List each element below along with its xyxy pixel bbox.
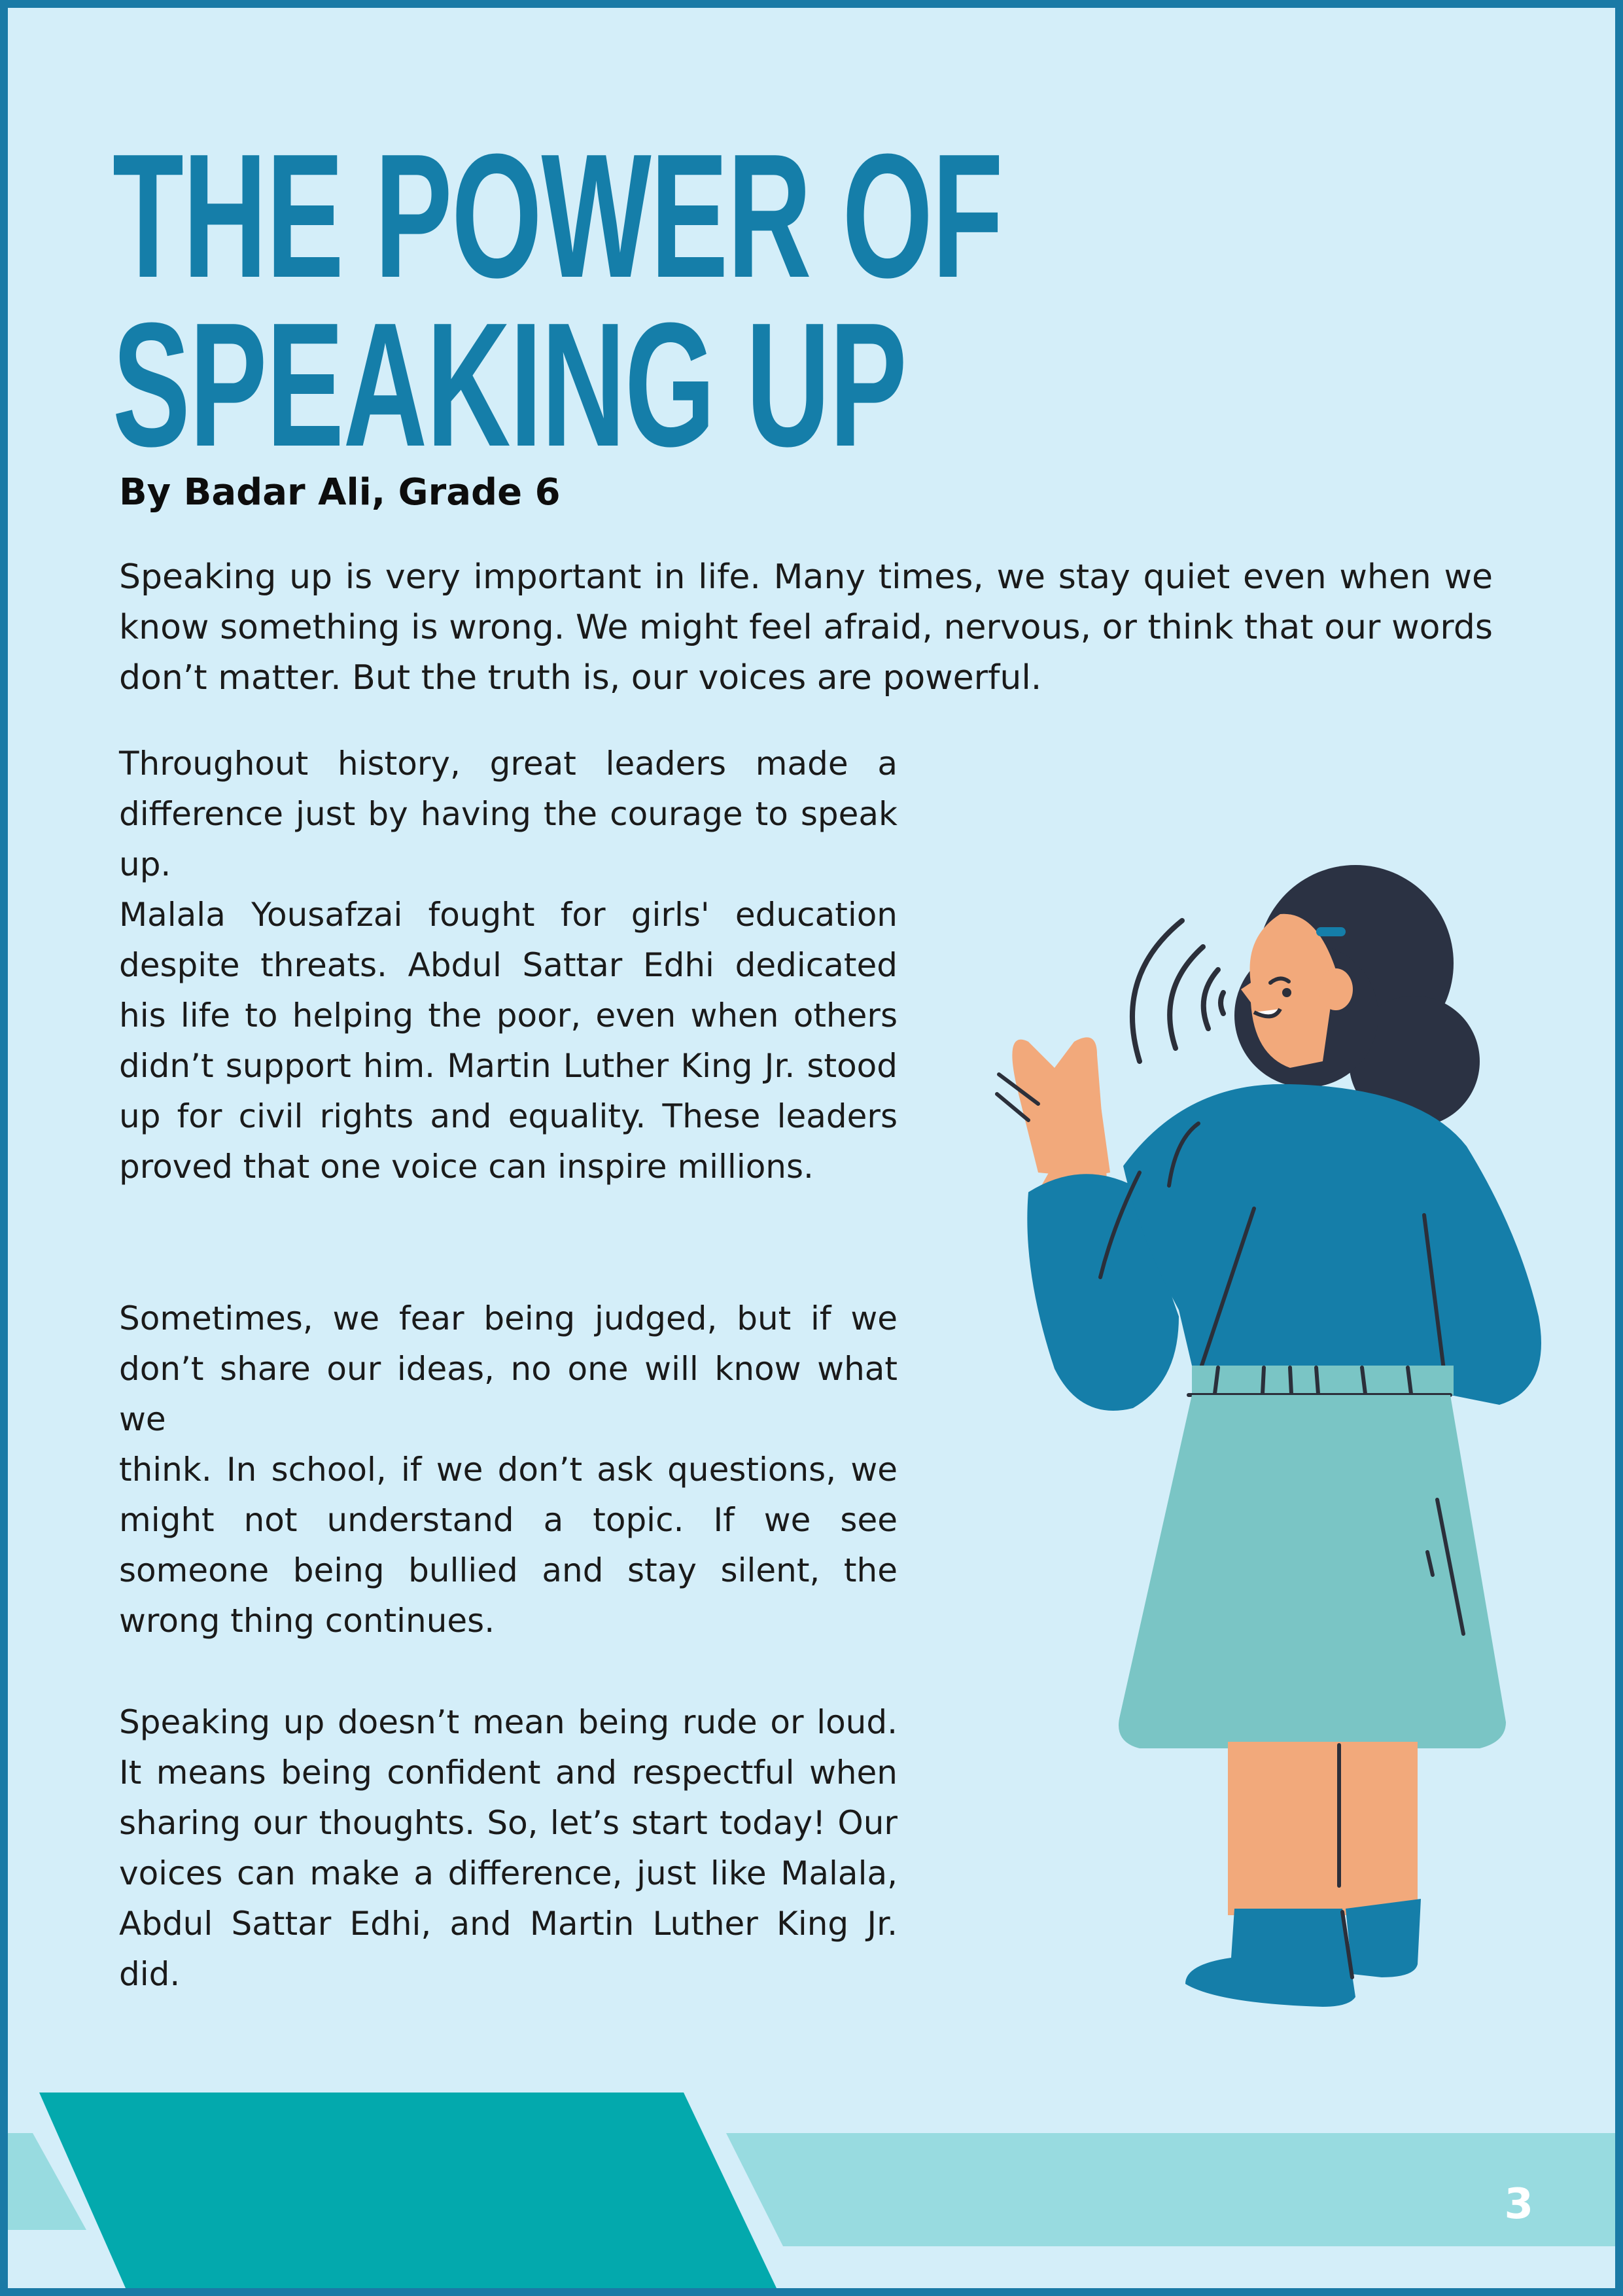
paragraph-1-part-b: Malala Yousafzai fought for girls' education despite threats. Abdul Sattar Edhi dedicated his life to helping the poor, even when others didn’t support him. Martin Luther King Jr. stood up for civil rights and equality. These leaders proved that one voice can inspire millions. — [119, 896, 898, 1186]
waistband — [1192, 1366, 1454, 1395]
byline: By Badar Ali, Grade 6 — [119, 471, 561, 514]
left-shoe — [1185, 1909, 1355, 2007]
body-paragraph-2 — [119, 1294, 898, 1646]
footer-band — [39, 2093, 777, 2288]
body-paragraph-1 — [119, 739, 898, 1192]
article-title — [113, 118, 1003, 484]
paragraph-1-part-a: Throughout history, great leaders made a difference just by having the courage to speak up. — [119, 745, 898, 883]
footer-decoration — [8, 2092, 1623, 2288]
skirt — [1119, 1395, 1506, 1748]
paragraph-2-part-a: Sometimes, we fear being judged, but if we don’t share our ideas, no one will know what we — [119, 1299, 898, 1438]
sweater — [1123, 1084, 1541, 1405]
intro-paragraph: Speaking up is very important in life. Many times, we stay quiet even when we know something is wrong. We might feel afraid, nervous, or think that our words don’t matter. But the truth is, our voices are powerful. — [119, 557, 1493, 698]
legs — [1228, 1742, 1418, 1915]
footer-stripe-right — [726, 2133, 1623, 2246]
title-line-1: THE POWER OF — [113, 118, 1003, 315]
sound-waves-icon — [1132, 921, 1223, 1061]
right-shoe — [1346, 1899, 1421, 1977]
speaking-girl-illustration — [983, 865, 1558, 2010]
page-number: 3 — [1504, 2180, 1533, 2229]
raised-hand — [1012, 1037, 1107, 1179]
title-line-2: SPEAKING UP — [113, 287, 907, 484]
paragraph-2-part-b: think. In school, if we don’t ask questions, we might not understand a topic. If we see someone being bullied and stay silent, the wrong thing continues. — [119, 1451, 898, 1640]
body-paragraph-3: Speaking up doesn’t mean being rude or loud. It means being confident and respectful when sharing our thoughts. So, let’s start today! Our voices can make a difference, just like Malala, Abdul Sattar Edhi, and Martin Luther King Jr. did. — [119, 1703, 898, 1993]
